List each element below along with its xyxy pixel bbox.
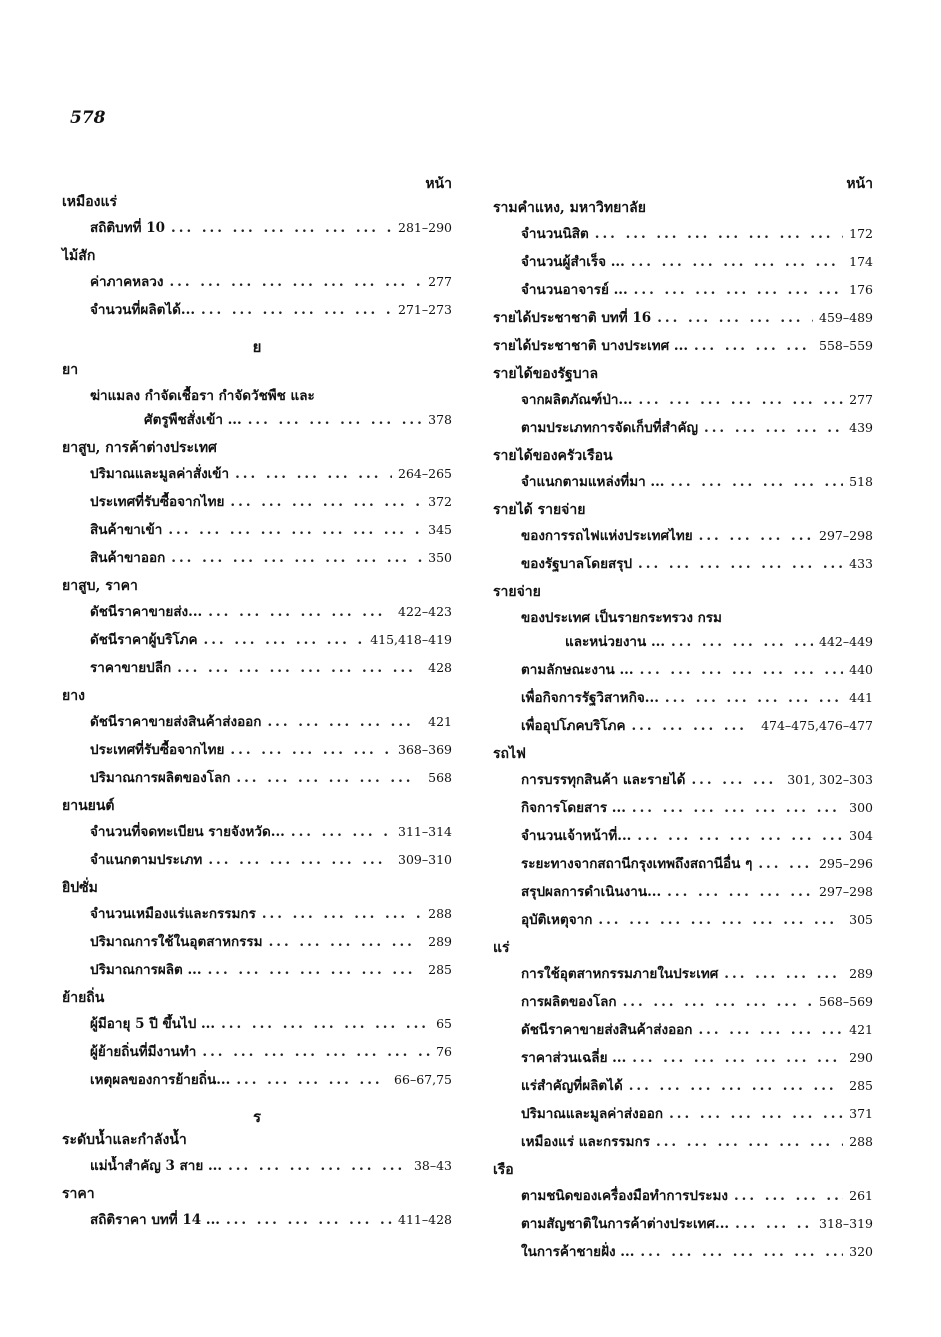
index-entry — [62, 658, 452, 686]
index-entry — [62, 630, 452, 658]
entry-pages: 281–290 — [398, 220, 452, 235]
leader-dots — [698, 1020, 843, 1040]
index-section — [62, 686, 452, 796]
alphabet-divider: ร — [252, 1108, 262, 1126]
index-section — [493, 198, 873, 308]
index-entry — [62, 822, 452, 850]
index-entry — [493, 854, 873, 882]
entry-label: การบรรทุกสินค้า และรายได้ — [521, 772, 686, 788]
index-entry — [62, 1014, 452, 1042]
entry-label: ของรัฐบาลโดยสรุป — [521, 556, 633, 572]
entry-label: ระยะทางจากสถานีกรุงเทพถึงสถานีอื่น ๆ — [521, 856, 753, 872]
index-entry — [493, 1076, 873, 1104]
index-entry — [62, 740, 452, 768]
entry-label: แม่น้ำสำคัญ 3 สาย ... — [90, 1158, 223, 1174]
index-entry — [493, 1242, 873, 1270]
entry-label: ราคาขายปลีก — [90, 660, 172, 676]
entry-pages: 439 — [849, 420, 873, 435]
leader-dots — [171, 548, 422, 568]
leader-dots — [657, 308, 813, 328]
entry-label: การใช้อุตสาหกรรมภายในประเทศ — [521, 966, 719, 982]
entry-label: ของประเทศ เป็นรายกระทรวง กรม — [521, 610, 722, 626]
index-entry — [62, 1210, 452, 1238]
entry-pages: 474–475,476–477 — [761, 718, 873, 733]
entry-pages: 371 — [849, 1106, 873, 1121]
index-entry — [62, 1156, 452, 1184]
index-heading: ระดับน้ำและกำลังน้ำ — [62, 1132, 187, 1148]
page-number: 578 — [70, 108, 106, 128]
entry-pages: 318–319 — [819, 1216, 873, 1231]
entry-label: ประเทศที่รับซื้อจากไทย — [90, 494, 225, 510]
index-entry — [493, 418, 873, 446]
index-heading: ยานยนต์ — [62, 798, 115, 814]
entry-label: ประเทศที่รับซื้อจากไทย — [90, 742, 225, 758]
entry-label: ดัชนีราคาขายส่งสินค้าส่งออก — [521, 1022, 693, 1038]
entry-pages: 289 — [428, 934, 452, 949]
entry-label: ในการค้าชายฝั่ง ... — [521, 1244, 635, 1260]
page-column-header: หน้า — [846, 176, 873, 192]
entry-label: จำนวนที่ผลิตได้... — [90, 302, 196, 318]
entry-pages: 271–273 — [398, 302, 452, 317]
leader-dots — [656, 1132, 843, 1152]
leader-dots — [634, 280, 843, 300]
entry-pages: 441 — [849, 690, 873, 705]
index-heading: ย้ายถิ่น — [62, 990, 105, 1006]
index-entry — [62, 492, 452, 520]
index-section — [62, 246, 452, 328]
index-section — [493, 1160, 873, 1270]
index-section — [62, 1184, 452, 1238]
entry-pages: 320 — [849, 1244, 873, 1259]
entry-pages: 305 — [849, 912, 873, 927]
index-entry — [493, 554, 873, 582]
leader-dots — [230, 492, 422, 512]
entry-label: จำนวนเหมืองแร่และกรรมกร — [90, 906, 256, 922]
index-entry — [493, 716, 873, 744]
index-entry — [493, 826, 873, 854]
index-entry — [62, 712, 452, 740]
index-heading: รายได้ของรัฐบาล — [493, 366, 599, 382]
leader-dots — [691, 770, 781, 790]
entry-label: รายได้ประชาชาติ บางประเทศ ... — [493, 338, 689, 354]
entry-pages: 309–310 — [398, 852, 452, 867]
index-section — [62, 438, 452, 576]
entry-label: จำแนกตามประเภท — [90, 852, 203, 868]
leader-dots — [267, 712, 422, 732]
entry-label: อุบัติเหตุจาก — [521, 912, 593, 928]
entry-label: จากผลิตภัณฑ์ป่า... — [521, 392, 633, 408]
index-entry — [62, 548, 452, 576]
entry-label: ผู้ย้ายถิ่นที่มีงานทำ — [90, 1044, 197, 1060]
index-section — [62, 988, 452, 1098]
index-entry — [62, 904, 452, 932]
leader-dots — [667, 882, 813, 902]
index-entry — [493, 1104, 873, 1132]
leader-dots — [221, 1014, 430, 1034]
entry-pages: 288 — [428, 906, 452, 921]
index-section — [62, 192, 452, 246]
entry-pages: 290 — [849, 1050, 873, 1065]
entry-pages: 297–298 — [819, 528, 873, 543]
index-entry — [493, 964, 873, 992]
index-entry — [493, 1186, 873, 1214]
leader-dots — [230, 740, 392, 760]
index-section — [493, 500, 873, 582]
index-entry-line — [493, 608, 873, 632]
index-entry — [493, 308, 873, 336]
index-entry — [493, 472, 873, 500]
index-section — [493, 582, 873, 744]
leader-dots — [291, 822, 392, 842]
leader-dots — [168, 520, 422, 540]
index-entry — [62, 960, 452, 988]
entry-label: จำนวนเจ้าหน้าที่... — [521, 828, 632, 844]
leader-dots — [632, 798, 843, 818]
leader-dots — [638, 554, 843, 574]
index-entry — [493, 1214, 873, 1242]
leader-dots — [637, 826, 843, 846]
leader-dots — [208, 960, 423, 980]
page-column-header: หน้า — [425, 176, 452, 192]
leader-dots — [248, 410, 422, 430]
entry-pages: 295–296 — [819, 856, 873, 871]
leader-dots — [208, 602, 392, 622]
index-heading: รามคำแหง, มหาวิทยาลัย — [493, 200, 646, 216]
index-column-right — [493, 170, 873, 1270]
leader-dots — [598, 910, 843, 930]
entry-pages: 172 — [849, 226, 873, 241]
leader-dots — [671, 632, 813, 652]
index-section — [493, 938, 873, 1160]
leader-dots — [669, 1104, 843, 1124]
entry-pages: 311–314 — [398, 824, 452, 839]
leader-dots — [639, 390, 844, 410]
index-heading: ยา — [62, 362, 79, 378]
index-entry — [62, 300, 452, 328]
index-heading: ไม้สัก — [62, 248, 96, 264]
leader-dots — [694, 336, 813, 356]
entry-pages: 297–298 — [819, 884, 873, 899]
leader-dots — [171, 218, 392, 238]
index-section — [62, 796, 452, 878]
leader-dots — [204, 630, 365, 650]
index-entry — [62, 520, 452, 548]
leader-dots — [262, 904, 422, 924]
index-entry — [62, 464, 452, 492]
index-column-left — [62, 170, 452, 1238]
entry-label: ผู้มีอายุ 5 ปี ขึ้นไป ... — [90, 1016, 216, 1032]
entry-pages: 350 — [428, 550, 452, 565]
entry-label: เหตุผลของการย้ายถิ่น... — [90, 1072, 231, 1088]
entry-pages: 421 — [428, 714, 452, 729]
leader-dots — [228, 1156, 408, 1176]
index-section — [62, 360, 452, 438]
entry-label: สถิติบทที่ 10 — [90, 220, 166, 236]
entry-pages: 76 — [436, 1044, 452, 1059]
entry-pages: 372 — [428, 494, 452, 509]
index-heading: รายได้ รายจ่าย — [493, 502, 586, 518]
index-entry — [62, 602, 452, 630]
index-entry — [493, 770, 873, 798]
entry-label: รายได้ประชาชาติ บทที่ 16 — [493, 310, 652, 326]
index-entry — [493, 1048, 873, 1076]
entry-pages: 558–559 — [819, 338, 873, 353]
entry-pages: 440 — [849, 662, 873, 677]
entry-pages: 442–449 — [819, 634, 873, 649]
entry-label: ปริมาณและมูลค่าส่งออก — [521, 1106, 664, 1122]
entry-label: ราคาส่วนเฉลี่ย ... — [521, 1050, 627, 1066]
leader-dots — [724, 964, 843, 984]
leader-dots — [202, 1042, 430, 1062]
index-section — [62, 878, 452, 988]
entry-label: ปริมาณและมูลค่าสั่งเข้า — [90, 466, 230, 482]
index-entry — [62, 272, 452, 300]
index-entry — [493, 252, 873, 280]
entry-pages: 518 — [849, 474, 873, 489]
index-heading: ยาง — [62, 688, 85, 704]
leader-dots — [665, 688, 843, 708]
entry-pages: 421 — [849, 1022, 873, 1037]
index-heading: ราคา — [62, 1186, 95, 1202]
index-entry — [493, 688, 873, 716]
leader-dots — [623, 992, 813, 1012]
entry-pages: 368–369 — [398, 742, 452, 757]
entry-label: ตามประเภทการจัดเก็บที่สำคัญ — [521, 420, 699, 436]
entry-label: จำนวนอาจารย์ ... — [521, 282, 628, 298]
index-entry — [62, 768, 452, 796]
leader-dots — [670, 472, 843, 492]
entry-pages: 411–428 — [398, 1212, 452, 1227]
index-entry — [62, 218, 452, 246]
entry-label: สรุปผลการดำเนินงาน... — [521, 884, 662, 900]
entry-pages: 422–423 — [398, 604, 452, 619]
entry-label: ศัตรูพืชสั่งเข้า ... — [144, 412, 242, 428]
entry-label: ปริมาณการใช้ในอุตสาหกรรม — [90, 934, 263, 950]
leader-dots — [758, 854, 813, 874]
entry-label: ค่าภาคหลวง — [90, 274, 164, 290]
index-heading: เหมืองแร่ — [62, 194, 118, 210]
leader-dots — [177, 658, 422, 678]
leader-dots — [704, 418, 843, 438]
index-section — [493, 744, 873, 938]
entry-label: ปริมาณการผลิต ... — [90, 962, 202, 978]
entry-label: สินค้าขาออก — [90, 550, 166, 566]
index-entry — [62, 1070, 452, 1098]
entry-pages: 285 — [849, 1078, 873, 1093]
leader-dots — [631, 252, 843, 272]
entry-label: จำแนกตามแหล่งที่มา ... — [521, 474, 665, 490]
entry-pages: 304 — [849, 828, 873, 843]
index-heading: แร่ — [493, 940, 510, 956]
entry-label: จำนวนนิสิต — [521, 226, 589, 242]
entry-pages: 65 — [436, 1016, 452, 1031]
entry-label: ดัชนีราคาผู้บริโภค — [90, 632, 198, 648]
index-entry — [493, 632, 873, 660]
leader-dots — [631, 716, 755, 736]
index-entry — [62, 932, 452, 960]
entry-pages: 285 — [428, 962, 452, 977]
index-entry — [62, 850, 452, 878]
entry-label: การผลิตของโลก — [521, 994, 617, 1010]
entry-label: และหน่วยงาน ... — [565, 634, 666, 650]
entry-label: จำนวนที่จดทะเบียน รายจังหวัด... — [90, 824, 285, 840]
entry-pages: 378 — [428, 412, 452, 427]
entry-pages: 415,418–419 — [370, 632, 452, 647]
entry-pages: 277 — [849, 392, 873, 407]
index-entry — [493, 910, 873, 938]
entry-label: ดัชนีราคาขายส่งสินค้าส่งออก — [90, 714, 262, 730]
entry-pages: 288 — [849, 1134, 873, 1149]
index-entry — [493, 992, 873, 1020]
entry-pages: 289 — [849, 966, 873, 981]
index-entry — [493, 798, 873, 826]
alphabet-divider: ย — [252, 338, 262, 356]
leader-dots — [236, 768, 422, 788]
leader-dots — [735, 1214, 813, 1234]
index-heading: รายจ่าย — [493, 584, 541, 600]
leader-dots — [640, 1242, 843, 1262]
entry-pages: 261 — [849, 1188, 873, 1203]
index-heading: ยาสูบ, การค้าต่างประเทศ — [62, 440, 217, 456]
index-section — [493, 364, 873, 446]
entry-pages: 459–489 — [819, 310, 873, 325]
index-heading: ยาสูบ, ราคา — [62, 578, 138, 594]
leader-dots — [632, 1048, 843, 1068]
entry-label: แร่สำคัญที่ผลิตได้ — [521, 1078, 623, 1094]
entry-pages: 568–569 — [819, 994, 873, 1009]
leader-dots — [699, 526, 813, 546]
entry-label: ของการรถไฟแห่งประเทศไทย — [521, 528, 693, 544]
leader-dots — [226, 1210, 392, 1230]
entry-pages: 428 — [428, 660, 452, 675]
index-entry — [493, 336, 873, 364]
index-entry — [493, 1132, 873, 1160]
leader-dots — [201, 300, 392, 320]
entry-label: ตามสัญชาติในการค้าต่างประเทศ... — [521, 1216, 730, 1232]
index-entry — [493, 882, 873, 910]
entry-label: ปริมาณการผลิตของโลก — [90, 770, 231, 786]
index-entry — [493, 660, 873, 688]
index-entry-line — [62, 386, 452, 410]
entry-pages: 176 — [849, 282, 873, 297]
leader-dots — [208, 850, 392, 870]
entry-label: ตามชนิดของเครื่องมือทำการประมง — [521, 1188, 728, 1204]
entry-pages: 174 — [849, 254, 873, 269]
index-entry — [62, 1042, 452, 1070]
index-section — [493, 446, 873, 500]
entry-label: ดัชนีราคาขายส่ง... — [90, 604, 203, 620]
index-entry — [493, 390, 873, 418]
entry-pages: 264–265 — [398, 466, 452, 481]
leader-dots — [734, 1186, 843, 1206]
entry-pages: 277 — [428, 274, 452, 289]
leader-dots — [235, 464, 392, 484]
index-heading: ยิปซั่ม — [62, 880, 98, 896]
entry-label: ตามลักษณะงาน ... — [521, 662, 634, 678]
entry-label: เพื่ออุปโภคบริโภค — [521, 718, 626, 734]
entry-pages: 568 — [428, 770, 452, 785]
entry-label: สถิติราคา บทที่ 14 ... — [90, 1212, 220, 1228]
entry-pages: 301, 302–303 — [787, 772, 873, 787]
entry-pages: 300 — [849, 800, 873, 815]
entry-pages: 38–43 — [413, 1158, 452, 1173]
index-heading: เรือ — [493, 1162, 514, 1178]
entry-label: ฆ่าแมลง กำจัดเชื้อรา กำจัดวัชพืช และ — [90, 388, 315, 404]
leader-dots — [236, 1070, 388, 1090]
entry-label: เพื่อกิจการรัฐวิสาหกิจ... — [521, 690, 659, 706]
leader-dots — [269, 932, 423, 952]
index-entry — [493, 224, 873, 252]
entry-pages: 66–67,75 — [394, 1072, 452, 1087]
entry-pages: 433 — [849, 556, 873, 571]
leader-dots — [169, 272, 422, 292]
leader-dots — [595, 224, 843, 244]
entry-label: กิจการโดยสาร ... — [521, 800, 626, 816]
index-entry — [493, 280, 873, 308]
entry-pages: 345 — [428, 522, 452, 537]
leader-dots — [629, 1076, 843, 1096]
index-entry — [493, 526, 873, 554]
index-heading: รายได้ของครัวเรือน — [493, 448, 613, 464]
index-section — [62, 1130, 452, 1184]
entry-label: เหมืองแร่ และกรรมกร — [521, 1134, 650, 1150]
index-section — [62, 576, 452, 686]
entry-label: จำนวนผู้สำเร็จ ... — [521, 254, 625, 270]
index-heading: รถไฟ — [493, 746, 526, 762]
leader-dots — [640, 660, 844, 680]
index-entry — [493, 1020, 873, 1048]
entry-label: สินค้าขาเข้า — [90, 522, 163, 538]
index-entry — [62, 410, 452, 438]
